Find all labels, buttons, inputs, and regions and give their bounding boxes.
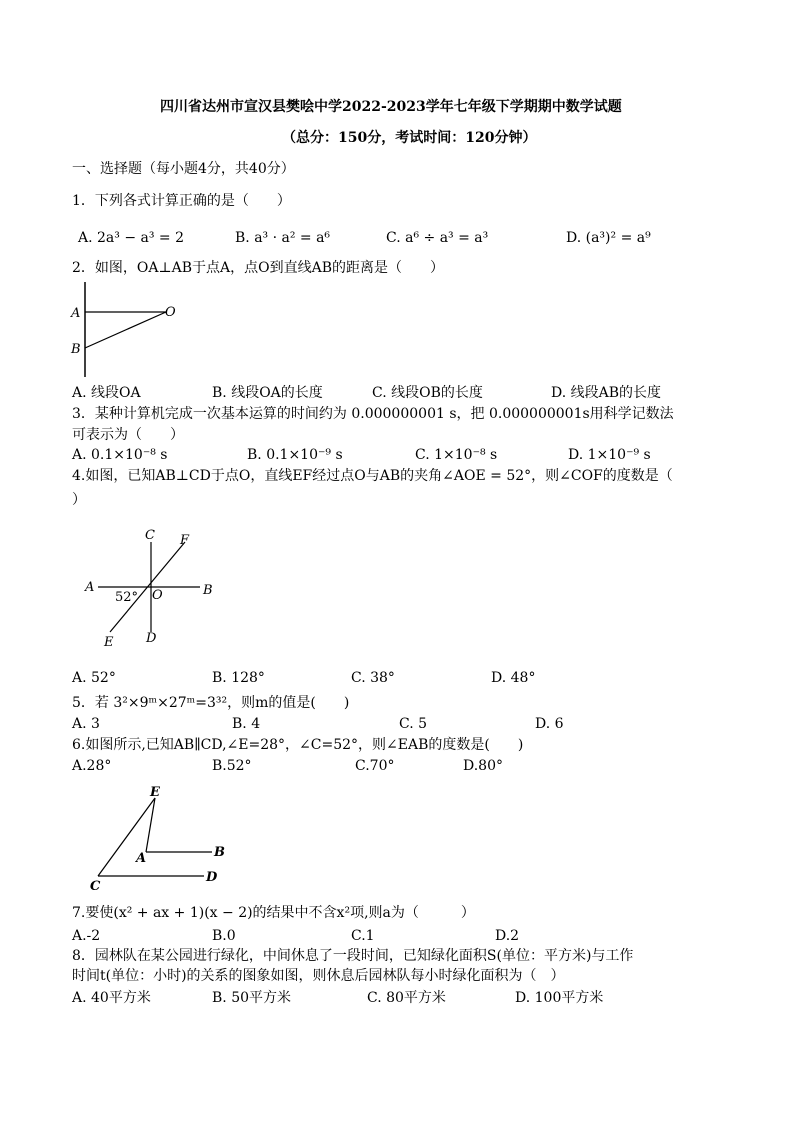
exam-subtitle: （总分：150分，考试时间：120分钟） (282, 130, 537, 146)
q6-option-b: B.52° (212, 758, 252, 774)
q7-option-a: A.-2 (72, 928, 101, 944)
label-e: E (150, 785, 160, 800)
section-heading: 一、选择题（每小题4分，共40分） (72, 161, 295, 177)
q7-option-d: D.2 (495, 928, 520, 944)
question-7-stem: 7.要使(x² + ax + 1)(x − 2)的结果中不含x²项,则a为（ ） (72, 905, 475, 921)
q4-figure (82, 526, 222, 656)
line-ec (98, 798, 155, 876)
q2-option-d: D. 线段AB的长度 (551, 385, 662, 401)
q8-option-d: D. 100平方米 (515, 990, 604, 1006)
label-c: C (90, 879, 101, 894)
label-d: D (206, 870, 218, 885)
question-6-stem: 6.如图所示,已知AB∥CD,∠E=28°，∠C=52°，则∠EAB的度数是( ) (72, 737, 524, 753)
label-b: B (203, 583, 213, 598)
label-f: F (180, 533, 190, 548)
label-d: D (146, 631, 157, 646)
question-4-stem-line2: ） (72, 492, 86, 508)
label-a: A (71, 306, 81, 321)
label-o: O (152, 588, 163, 603)
label-a: A (136, 851, 147, 866)
label-b: B (71, 342, 81, 357)
q7-option-c: C.1 (351, 928, 375, 944)
q5-option-d: D. 6 (535, 716, 564, 732)
q3-option-a: A. 0.1×10⁻⁸ s (72, 447, 168, 463)
question-1-stem: 1．下列各式计算正确的是（ ） (72, 193, 291, 209)
q4-option-d: D. 48° (491, 670, 536, 686)
label-c: C (145, 528, 155, 543)
q5-option-c: C. 5 (399, 716, 428, 732)
q5-option-b: B. 4 (232, 716, 261, 732)
q8-option-b: B. 50平方米 (212, 990, 292, 1006)
q2-figure (68, 282, 188, 382)
q1-option-b: B. a³ · a² = a⁶ (235, 230, 331, 246)
q8-option-c: C. 80平方米 (367, 990, 446, 1006)
question-3-stem-line2: 可表示为（ ） (72, 427, 184, 443)
question-3-stem-line1: 3．某种计算机完成一次基本运算的时间约为 0.000000001 s，把 0.000000001s用科学记数法 (72, 406, 674, 422)
q1-option-a: A. 2a³ − a³ = 2 (78, 230, 185, 246)
segment-ob (85, 312, 166, 348)
q1-option-c: C. a⁶ ÷ a³ = a³ (386, 230, 489, 246)
q6-option-a: A.28° (72, 758, 112, 774)
question-5-stem: 5．若 3²×9ᵐ×27ᵐ=3³²，则m的值是( ) (72, 695, 350, 711)
q1-option-d: D. (a³)² = a⁹ (566, 230, 651, 246)
question-2-stem: 2．如图，OA⊥AB于点A，点O到直线AB的距离是（ ） (72, 260, 445, 276)
label-b: B (214, 845, 225, 860)
label-o: O (165, 305, 176, 320)
question-8-stem-line2: 时间t(单位：小时)的关系的图象如图，则休息后园林队每小时绿化面积为（ ） (72, 968, 565, 984)
q2-option-c: C. 线段OB的长度 (372, 385, 483, 401)
q3-option-b: B. 0.1×10⁻⁹ s (247, 447, 343, 463)
label-a: A (85, 580, 95, 595)
q3-option-d: D. 1×10⁻⁹ s (568, 447, 651, 463)
q5-option-a: A. 3 (72, 716, 100, 732)
q2-option-a: A. 线段OA (72, 385, 141, 401)
q4-option-b: B. 128° (212, 670, 265, 686)
q3-option-c: C. 1×10⁻⁸ s (415, 447, 498, 463)
label-angle: 52° (115, 590, 139, 605)
q8-option-a: A. 40平方米 (72, 990, 151, 1006)
q7-option-b: B.0 (212, 928, 236, 944)
question-4-stem-line1: 4.如图，已知AB⊥CD于点O，直线EF经过点O与AB的夹角∠AOE = 52°，则∠COF的度数是（ (72, 468, 673, 484)
question-8-stem-line1: 8．园林队在某公园进行绿化，中间休息了一段时间，已知绿化面积S(单位：平方米)与工作 (72, 948, 634, 964)
q6-option-d: D.80° (463, 758, 503, 774)
q6-option-c: C.70° (355, 758, 395, 774)
q2-option-b: B. 线段OA的长度 (212, 385, 323, 401)
q4-option-a: A. 52° (72, 670, 116, 686)
line-ea (146, 798, 155, 852)
label-e: E (104, 635, 114, 650)
q4-option-c: C. 38° (351, 670, 395, 686)
q6-figure (86, 784, 246, 894)
exam-title: 四川省达州市宣汉县樊哙中学2022-2023学年七年级下学期期中数学试题 (160, 99, 622, 115)
